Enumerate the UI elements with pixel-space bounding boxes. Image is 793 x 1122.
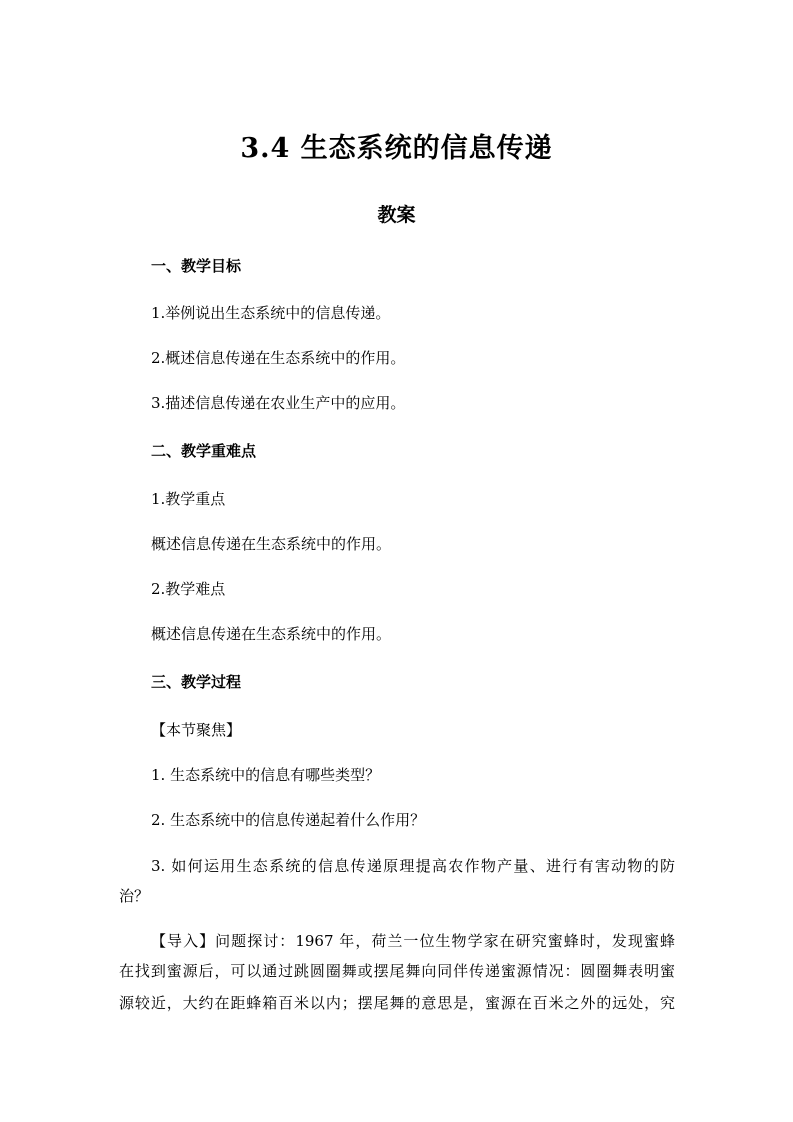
key-point-text: 概述信息传递在生态系统中的作用。 <box>151 535 392 553</box>
document-title: 3.4 生态系统的信息传递 <box>240 133 553 164</box>
intro-paragraph-line-1: 【导入】问题探讨：1967 年，荷兰一位生物学家在研究蜜蜂时，发现蜜蜂 <box>151 932 675 950</box>
focus-question-3: 3. 如何运用生态系统的信息传递原理提高农作物产量、进行有害动物的防 <box>151 857 675 875</box>
objective-item-1: 1.举例说出生态系统中的信息传递。 <box>151 304 391 322</box>
section-heading-key-points: 二、教学重难点 <box>151 442 257 460</box>
objective-item-3: 3.描述信息传递在农业生产中的应用。 <box>151 394 406 412</box>
document-subtitle: 教案 <box>377 204 416 226</box>
focus-question-2: 2. 生态系统中的信息传递起着什么作用？ <box>151 811 426 829</box>
focus-label: 【本节聚焦】 <box>151 721 242 739</box>
objective-item-2: 2.概述信息传递在生态系统中的作用。 <box>151 349 406 367</box>
focus-question-1: 1. 生态系统中的信息有哪些类型？ <box>151 766 381 784</box>
intro-paragraph-line-3: 源较近，大约在距蜂箱百米以内；摆尾舞的意思是，蜜源在百米之外的远处，究 <box>119 994 675 1012</box>
key-point-label: 1.教学重点 <box>151 490 226 508</box>
section-heading-process: 三、教学过程 <box>151 673 242 691</box>
difficult-point-text: 概述信息传递在生态系统中的作用。 <box>151 625 392 643</box>
section-heading-objectives: 一、教学目标 <box>151 257 242 275</box>
focus-question-3-continued: 治？ <box>119 887 150 905</box>
intro-paragraph-line-2: 在找到蜜源后，可以通过跳圆圈舞或摆尾舞向同伴传递蜜源情况：圆圈舞表明蜜 <box>119 962 675 980</box>
difficult-point-label: 2.教学难点 <box>151 580 226 598</box>
